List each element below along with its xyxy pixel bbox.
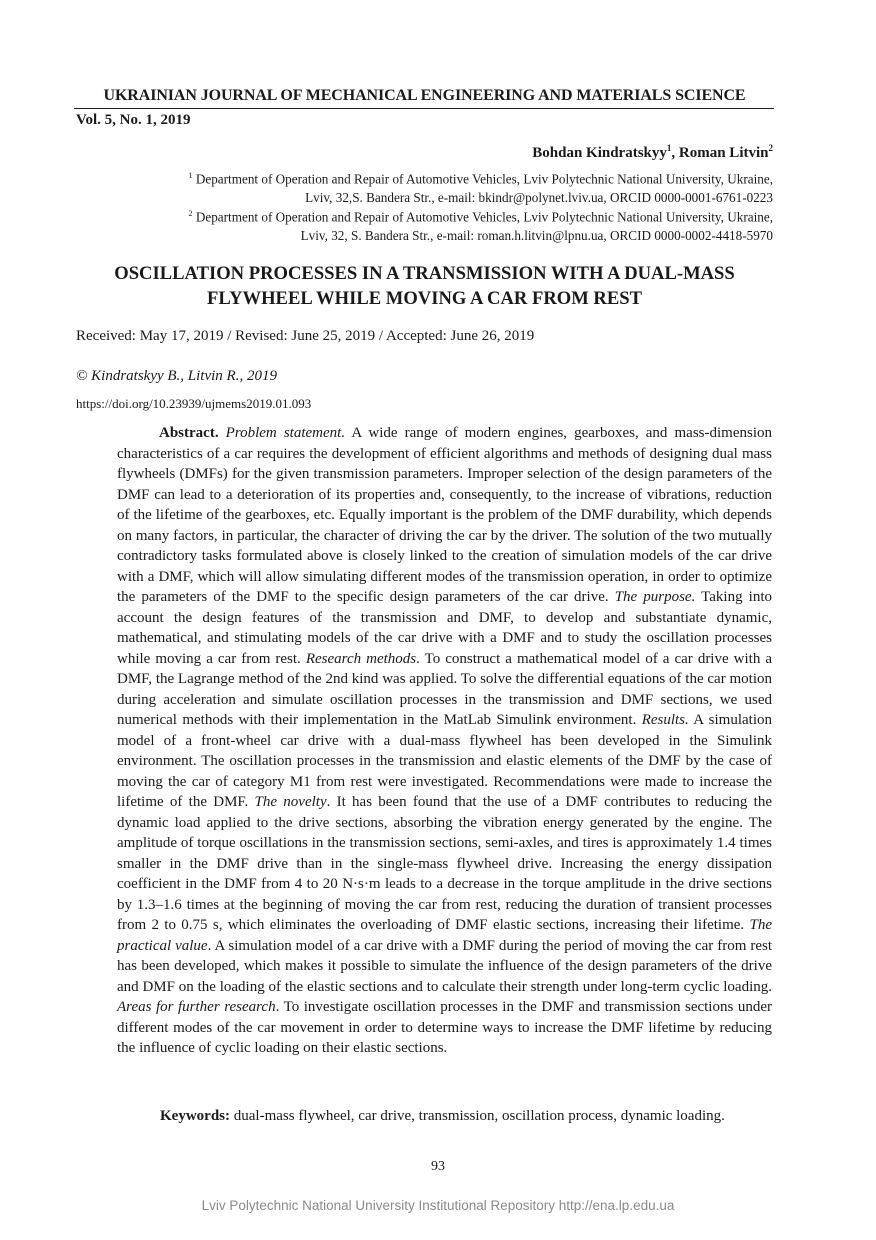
volume-info: Vol. 5, No. 1, 2019 (76, 112, 191, 128)
keywords-label: Keywords: (160, 1108, 230, 1124)
affiliation-2 (93, 205, 773, 245)
affiliation-line: Department of Operation and Repair of Automotive Vehicles, Lviv Polytechnic National University, Ukraine, (192, 209, 773, 225)
abstract-paragraph (117, 423, 772, 1059)
publication-dates: Received: May 17, 2019 / Revised: June 25, 2019 / Accepted: June 26, 2019 (76, 328, 535, 344)
author-separator: , (671, 145, 679, 161)
repository-footer: Lviv Polytechnic National University Institutional Repository http://ena.lp.edu.ua (201, 1198, 675, 1213)
author-affiliation-mark: 2 (768, 143, 773, 153)
doi-link[interactable]: https://doi.org/10.23939/ujmems2019.01.093 (76, 396, 312, 411)
affiliation-line: Lviv, 32,S. Bandera Str., e-mail: bkindr@polynet.lviv.ua, ORCID 0000-0001-6761-0223 (305, 189, 773, 205)
abstract-label: Abstract. (159, 425, 219, 441)
keywords (160, 1107, 725, 1125)
problem-statement-label: Problem statement. (225, 425, 346, 441)
author-name: Roman Litvin (678, 145, 769, 161)
author-affiliation-mark: 1 (666, 143, 672, 153)
affiliation-mark: 2 (188, 209, 193, 218)
affiliation-line: Department of Operation and Repair of Automotive Vehicles, Lviv Polytechnic National University, Ukraine, (192, 171, 773, 187)
author-name: Bohdan Kindratskyy (532, 145, 667, 161)
research-methods-label: Research methods (305, 650, 417, 667)
copyright-notice: © Kindratskyy B., Litvin R., 2019 (76, 368, 277, 384)
results-label: Results. (641, 712, 689, 728)
results-text: A simulation model of a front-wheel car drive with a dual-mass flywheel has been developed in the Simulink environment. The oscillation processes in the transmission and elastic elements of the DMF by the case of moving the car of category M1 from rest were investigated. Recommendations were made to increase the lifetime of the DMF. (117, 712, 772, 810)
further-research-label: Areas for further research (117, 999, 276, 1015)
affiliation-mark: 1 (188, 171, 193, 180)
journal-title: UKRAINIAN JOURNAL OF MECHANICAL ENGINEERING AND MATERIALS SCIENCE (103, 87, 746, 104)
practical-value-text: . A simulation model of a car drive with a DMF during the period of moving the car from rest has been developed, which makes it possible to simulate the influence of the design parameters of the drive and DMF on the loading of the elastic sections and to calculate their strength under long-term cyclic loading. (117, 937, 773, 995)
novelty-text: . It has been found that the use of a DMF contributes to reducing the dynamic load applied to the drive sections, absorbing the vibration energy generated by the engine. The amplitude of torque oscillations in the transmission sections, semi-axles, and tires is approximately 1.4 times smaller in the DMF drive than in the single-mass flywheel drive. Increasing the energy dissipation coefficient in the DMF from 4 to 20 N·s·m leads to a decrease in the torque amplitude in the drive sections by 1.3–1.6 times at the beginning of moving the car from rest, reducing the duration of transient processes from 2 to 0.75 s, which eliminates the overloading of DMF elastic sections, increasing their lifetime. (117, 794, 772, 933)
novelty-label: The novelty (254, 794, 327, 810)
article-title (76, 261, 773, 311)
further-research-text: . To investigate oscillation processes in the DMF and transmission sections under different modes of the car movement in order to determine ways to increase the DMF lifetime by reducing the influence of cyclic loading on their elastic sections. (117, 999, 772, 1056)
practical-value-label: The practical value (117, 917, 772, 954)
author-list (532, 139, 773, 162)
research-methods-text: . To construct a mathematical model of a car drive with a DMF, the Lagrange method of the 2nd kind was applied. To solve the differential equations of the car motion during acceleration and simulate oscillation processes in the transmission and DMF sections, we used numerical methods with their implementation in the MatLab Simulink environment. (117, 650, 773, 728)
page-number: 93 (431, 1159, 445, 1174)
purpose-text: Taking into account the design features of the transmission and DMF, to develop and substantiate dynamic, mathematical, and stimulating models of the car drive with a DMF and to study the oscillation processes while moving a car from rest. (117, 589, 772, 667)
title-line: FLYWHEEL WHILE MOVING A CAR FROM REST (207, 288, 642, 309)
header-rule (74, 108, 774, 109)
keywords-text: dual-mass flywheel, car drive, transmission, oscillation process, dynamic loading. (230, 1108, 725, 1124)
problem-statement-text: A wide range of modern engines, gearboxes, and mass-dimension characteristics of a car requires the development of efficient algorithms and methods of designing dual mass flywheels (DMFs) for the given transmission parameters. Improper selection of the design parameters of the DMF can lead to a deterioration of its properties and, consequently, to the increase of vibrations, reduction of the lifetime of the gearboxes, etc. Equally important is the problem of the DMF durability, which depends on many factors, in particular, the character of driving the car by the driver. The solution of the two mutually contradictory tasks formulated above is closely linked to the creation of simulation models of the car drive with a DMF, which will allow simulating different modes of the transmission operation, in order to optimize the parameters of the DMF to the specific design parameters of the car drive. (117, 425, 772, 605)
title-line: OSCILLATION PROCESSES IN A TRANSMISSION WITH A DUAL-MASS (114, 263, 735, 284)
purpose-label: The purpose. (614, 589, 696, 605)
affiliation-line: Lviv, 32, S. Bandera Str., e-mail: roman.h.litvin@lpnu.ua, ORCID 0000-0002-4418-5970 (300, 227, 773, 243)
affiliation-1 (93, 167, 773, 207)
